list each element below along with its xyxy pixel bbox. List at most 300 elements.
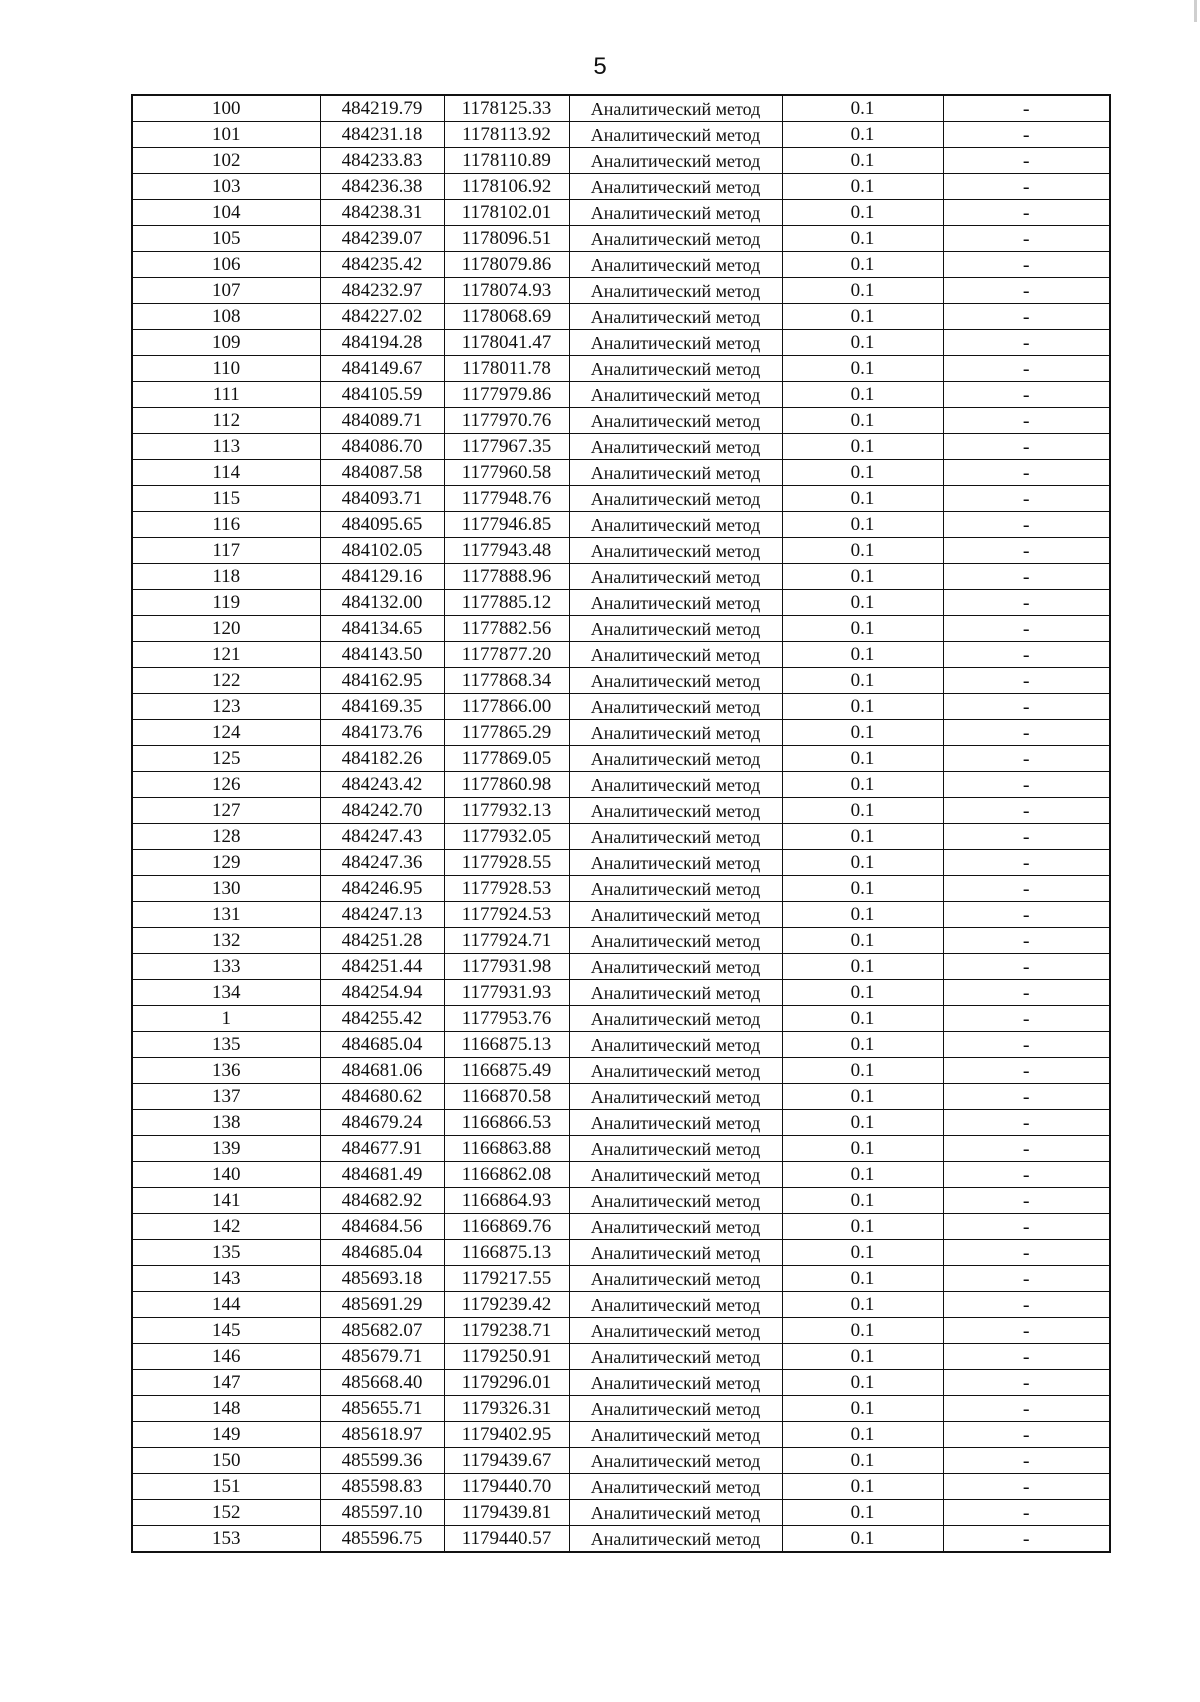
precision-cell: 0.1: [782, 174, 943, 200]
note-cell: -: [943, 1032, 1110, 1058]
x-coordinate-cell: 485693.18: [320, 1266, 444, 1292]
point-number-cell: 119: [132, 590, 320, 616]
precision-cell: 0.1: [782, 642, 943, 668]
precision-cell: 0.1: [782, 122, 943, 148]
method-cell: Аналитический метод: [569, 330, 782, 356]
method-cell: Аналитический метод: [569, 772, 782, 798]
point-number-cell: 122: [132, 668, 320, 694]
x-coordinate-cell: 484247.13: [320, 902, 444, 928]
point-number-cell: 109: [132, 330, 320, 356]
table-row: [132, 1032, 1110, 1058]
method-cell: Аналитический метод: [569, 278, 782, 304]
x-coordinate-cell: 484246.95: [320, 876, 444, 902]
table-row: [132, 408, 1110, 434]
note-cell: -: [943, 824, 1110, 850]
point-number-cell: 145: [132, 1318, 320, 1344]
table-row: [132, 486, 1110, 512]
table-row: [132, 720, 1110, 746]
x-coordinate-cell: 484685.04: [320, 1240, 444, 1266]
precision-cell: 0.1: [782, 1292, 943, 1318]
y-coordinate-cell: 1177885.12: [444, 590, 569, 616]
precision-cell: 0.1: [782, 1500, 943, 1526]
x-coordinate-cell: 484231.18: [320, 122, 444, 148]
table-row: [132, 252, 1110, 278]
method-cell: Аналитический метод: [569, 668, 782, 694]
precision-cell: 0.1: [782, 226, 943, 252]
x-coordinate-cell: 484182.26: [320, 746, 444, 772]
precision-cell: 0.1: [782, 1006, 943, 1032]
y-coordinate-cell: 1179440.57: [444, 1526, 569, 1553]
note-cell: -: [943, 642, 1110, 668]
point-number-cell: 123: [132, 694, 320, 720]
method-cell: Аналитический метод: [569, 1396, 782, 1422]
method-cell: Аналитический метод: [569, 590, 782, 616]
point-number-cell: 140: [132, 1162, 320, 1188]
point-number-cell: 143: [132, 1266, 320, 1292]
note-cell: -: [943, 1474, 1110, 1500]
point-number-cell: 107: [132, 278, 320, 304]
note-cell: -: [943, 252, 1110, 278]
table-row: [132, 746, 1110, 772]
x-coordinate-cell: 484173.76: [320, 720, 444, 746]
table-row: [132, 226, 1110, 252]
y-coordinate-cell: 1177948.76: [444, 486, 569, 512]
table-row: [132, 148, 1110, 174]
method-cell: Аналитический метод: [569, 1162, 782, 1188]
point-number-cell: 126: [132, 772, 320, 798]
y-coordinate-cell: 1178011.78: [444, 356, 569, 382]
note-cell: -: [943, 1344, 1110, 1370]
precision-cell: 0.1: [782, 1032, 943, 1058]
method-cell: Аналитический метод: [569, 226, 782, 252]
note-cell: -: [943, 148, 1110, 174]
y-coordinate-cell: 1166862.08: [444, 1162, 569, 1188]
y-coordinate-cell: 1177877.20: [444, 642, 569, 668]
table-row: [132, 954, 1110, 980]
table-row: [132, 824, 1110, 850]
method-cell: Аналитический метод: [569, 1292, 782, 1318]
precision-cell: 0.1: [782, 668, 943, 694]
method-cell: Аналитический метод: [569, 616, 782, 642]
note-cell: -: [943, 434, 1110, 460]
table-row: [132, 590, 1110, 616]
point-number-cell: 132: [132, 928, 320, 954]
point-number-cell: 114: [132, 460, 320, 486]
precision-cell: 0.1: [782, 512, 943, 538]
note-cell: -: [943, 1084, 1110, 1110]
x-coordinate-cell: 484169.35: [320, 694, 444, 720]
x-coordinate-cell: 484681.06: [320, 1058, 444, 1084]
table-row: [132, 330, 1110, 356]
y-coordinate-cell: 1178041.47: [444, 330, 569, 356]
method-cell: Аналитический метод: [569, 486, 782, 512]
scan-edge-mark: [1194, 0, 1197, 22]
precision-cell: 0.1: [782, 1110, 943, 1136]
y-coordinate-cell: 1179440.70: [444, 1474, 569, 1500]
y-coordinate-cell: 1177943.48: [444, 538, 569, 564]
point-number-cell: 144: [132, 1292, 320, 1318]
note-cell: -: [943, 356, 1110, 382]
y-coordinate-cell: 1177932.13: [444, 798, 569, 824]
x-coordinate-cell: 484143.50: [320, 642, 444, 668]
method-cell: Аналитический метод: [569, 1032, 782, 1058]
y-coordinate-cell: 1177946.85: [444, 512, 569, 538]
y-coordinate-cell: 1177888.96: [444, 564, 569, 590]
point-number-cell: 100: [132, 95, 320, 122]
precision-cell: 0.1: [782, 1188, 943, 1214]
table-row: [132, 95, 1110, 122]
point-number-cell: 106: [132, 252, 320, 278]
x-coordinate-cell: 484681.49: [320, 1162, 444, 1188]
note-cell: -: [943, 538, 1110, 564]
x-coordinate-cell: 484102.05: [320, 538, 444, 564]
point-number-cell: 153: [132, 1526, 320, 1553]
precision-cell: 0.1: [782, 382, 943, 408]
point-number-cell: 150: [132, 1448, 320, 1474]
y-coordinate-cell: 1166875.49: [444, 1058, 569, 1084]
y-coordinate-cell: 1177931.93: [444, 980, 569, 1006]
point-number-cell: 103: [132, 174, 320, 200]
table-row: [132, 564, 1110, 590]
y-coordinate-cell: 1177960.58: [444, 460, 569, 486]
note-cell: -: [943, 1136, 1110, 1162]
point-number-cell: 112: [132, 408, 320, 434]
table-row: [132, 1344, 1110, 1370]
table-row: [132, 798, 1110, 824]
y-coordinate-cell: 1177970.76: [444, 408, 569, 434]
point-number-cell: 130: [132, 876, 320, 902]
point-number-cell: 127: [132, 798, 320, 824]
y-coordinate-cell: 1166875.13: [444, 1032, 569, 1058]
precision-cell: 0.1: [782, 1266, 943, 1292]
y-coordinate-cell: 1179239.42: [444, 1292, 569, 1318]
y-coordinate-cell: 1179439.67: [444, 1448, 569, 1474]
precision-cell: 0.1: [782, 824, 943, 850]
point-number-cell: 135: [132, 1240, 320, 1266]
method-cell: Аналитический метод: [569, 408, 782, 434]
note-cell: -: [943, 980, 1110, 1006]
note-cell: -: [943, 850, 1110, 876]
table-row: [132, 902, 1110, 928]
x-coordinate-cell: 485597.10: [320, 1500, 444, 1526]
x-coordinate-cell: 484134.65: [320, 616, 444, 642]
precision-cell: 0.1: [782, 1136, 943, 1162]
point-number-cell: 142: [132, 1214, 320, 1240]
precision-cell: 0.1: [782, 902, 943, 928]
note-cell: -: [943, 1162, 1110, 1188]
table-row: [132, 304, 1110, 330]
y-coordinate-cell: 1177924.71: [444, 928, 569, 954]
table-row: [132, 278, 1110, 304]
x-coordinate-cell: 484247.36: [320, 850, 444, 876]
x-coordinate-cell: 484239.07: [320, 226, 444, 252]
y-coordinate-cell: 1166870.58: [444, 1084, 569, 1110]
precision-cell: 0.1: [782, 772, 943, 798]
table-row: [132, 876, 1110, 902]
note-cell: -: [943, 304, 1110, 330]
method-cell: Аналитический метод: [569, 1240, 782, 1266]
precision-cell: 0.1: [782, 980, 943, 1006]
precision-cell: 0.1: [782, 252, 943, 278]
table-row: [132, 1006, 1110, 1032]
precision-cell: 0.1: [782, 746, 943, 772]
y-coordinate-cell: 1177979.86: [444, 382, 569, 408]
x-coordinate-cell: 484684.56: [320, 1214, 444, 1240]
note-cell: -: [943, 408, 1110, 434]
y-coordinate-cell: 1179326.31: [444, 1396, 569, 1422]
point-number-cell: 117: [132, 538, 320, 564]
method-cell: Аналитический метод: [569, 850, 782, 876]
method-cell: Аналитический метод: [569, 460, 782, 486]
method-cell: Аналитический метод: [569, 1006, 782, 1032]
point-number-cell: 128: [132, 824, 320, 850]
y-coordinate-cell: 1179296.01: [444, 1370, 569, 1396]
precision-cell: 0.1: [782, 876, 943, 902]
precision-cell: 0.1: [782, 694, 943, 720]
note-cell: -: [943, 928, 1110, 954]
table-row: [132, 1266, 1110, 1292]
method-cell: Аналитический метод: [569, 434, 782, 460]
precision-cell: 0.1: [782, 850, 943, 876]
method-cell: Аналитический метод: [569, 122, 782, 148]
method-cell: Аналитический метод: [569, 382, 782, 408]
table-row: [132, 1214, 1110, 1240]
note-cell: -: [943, 876, 1110, 902]
precision-cell: 0.1: [782, 434, 943, 460]
x-coordinate-cell: 485618.97: [320, 1422, 444, 1448]
method-cell: Аналитический метод: [569, 1110, 782, 1136]
x-coordinate-cell: 484685.04: [320, 1032, 444, 1058]
y-coordinate-cell: 1179439.81: [444, 1500, 569, 1526]
y-coordinate-cell: 1179250.91: [444, 1344, 569, 1370]
y-coordinate-cell: 1177953.76: [444, 1006, 569, 1032]
table-row: [132, 928, 1110, 954]
point-number-cell: 102: [132, 148, 320, 174]
x-coordinate-cell: 485599.36: [320, 1448, 444, 1474]
method-cell: Аналитический метод: [569, 876, 782, 902]
point-number-cell: 139: [132, 1136, 320, 1162]
precision-cell: 0.1: [782, 304, 943, 330]
note-cell: -: [943, 486, 1110, 512]
note-cell: -: [943, 1500, 1110, 1526]
note-cell: -: [943, 1058, 1110, 1084]
note-cell: -: [943, 772, 1110, 798]
table-row: [132, 850, 1110, 876]
precision-cell: 0.1: [782, 1396, 943, 1422]
note-cell: -: [943, 954, 1110, 980]
note-cell: -: [943, 1110, 1110, 1136]
y-coordinate-cell: 1178106.92: [444, 174, 569, 200]
table-row: [132, 1500, 1110, 1526]
y-coordinate-cell: 1177928.53: [444, 876, 569, 902]
note-cell: -: [943, 512, 1110, 538]
method-cell: Аналитический метод: [569, 746, 782, 772]
method-cell: Аналитический метод: [569, 720, 782, 746]
point-number-cell: 101: [132, 122, 320, 148]
point-number-cell: 105: [132, 226, 320, 252]
point-number-cell: 125: [132, 746, 320, 772]
precision-cell: 0.1: [782, 1448, 943, 1474]
precision-cell: 0.1: [782, 1318, 943, 1344]
precision-cell: 0.1: [782, 928, 943, 954]
precision-cell: 0.1: [782, 1084, 943, 1110]
table-row: [132, 1370, 1110, 1396]
point-number-cell: 137: [132, 1084, 320, 1110]
point-number-cell: 134: [132, 980, 320, 1006]
x-coordinate-cell: 484679.24: [320, 1110, 444, 1136]
x-coordinate-cell: 484255.42: [320, 1006, 444, 1032]
table-row: [132, 1162, 1110, 1188]
x-coordinate-cell: 484149.67: [320, 356, 444, 382]
note-cell: -: [943, 1214, 1110, 1240]
x-coordinate-cell: 484677.91: [320, 1136, 444, 1162]
y-coordinate-cell: 1177931.98: [444, 954, 569, 980]
note-cell: -: [943, 1448, 1110, 1474]
table-row: [132, 356, 1110, 382]
note-cell: -: [943, 616, 1110, 642]
precision-cell: 0.1: [782, 1370, 943, 1396]
x-coordinate-cell: 484236.38: [320, 174, 444, 200]
x-coordinate-cell: 484247.43: [320, 824, 444, 850]
point-number-cell: 147: [132, 1370, 320, 1396]
point-number-cell: 152: [132, 1500, 320, 1526]
method-cell: Аналитический метод: [569, 902, 782, 928]
note-cell: -: [943, 1266, 1110, 1292]
y-coordinate-cell: 1179238.71: [444, 1318, 569, 1344]
y-coordinate-cell: 1177860.98: [444, 772, 569, 798]
y-coordinate-cell: 1178096.51: [444, 226, 569, 252]
precision-cell: 0.1: [782, 538, 943, 564]
table-row: [132, 122, 1110, 148]
x-coordinate-cell: 484235.42: [320, 252, 444, 278]
y-coordinate-cell: 1178074.93: [444, 278, 569, 304]
precision-cell: 0.1: [782, 278, 943, 304]
method-cell: Аналитический метод: [569, 954, 782, 980]
precision-cell: 0.1: [782, 1058, 943, 1084]
note-cell: -: [943, 720, 1110, 746]
y-coordinate-cell: 1166875.13: [444, 1240, 569, 1266]
y-coordinate-cell: 1177967.35: [444, 434, 569, 460]
table-row: [132, 1448, 1110, 1474]
x-coordinate-cell: 484254.94: [320, 980, 444, 1006]
precision-cell: 0.1: [782, 954, 943, 980]
table-row: [132, 980, 1110, 1006]
precision-cell: 0.1: [782, 1422, 943, 1448]
precision-cell: 0.1: [782, 616, 943, 642]
point-number-cell: 104: [132, 200, 320, 226]
point-number-cell: 135: [132, 1032, 320, 1058]
x-coordinate-cell: 484194.28: [320, 330, 444, 356]
method-cell: Аналитический метод: [569, 1136, 782, 1162]
y-coordinate-cell: 1166866.53: [444, 1110, 569, 1136]
x-coordinate-cell: 484095.65: [320, 512, 444, 538]
method-cell: Аналитический метод: [569, 1500, 782, 1526]
table-row: [132, 200, 1110, 226]
method-cell: Аналитический метод: [569, 1526, 782, 1553]
y-coordinate-cell: 1178102.01: [444, 200, 569, 226]
x-coordinate-cell: 485679.71: [320, 1344, 444, 1370]
method-cell: Аналитический метод: [569, 95, 782, 122]
table-row: [132, 1188, 1110, 1214]
method-cell: Аналитический метод: [569, 1344, 782, 1370]
method-cell: Аналитический метод: [569, 980, 782, 1006]
note-cell: -: [943, 694, 1110, 720]
note-cell: -: [943, 122, 1110, 148]
note-cell: -: [943, 902, 1110, 928]
y-coordinate-cell: 1177865.29: [444, 720, 569, 746]
note-cell: -: [943, 226, 1110, 252]
table-row: [132, 1240, 1110, 1266]
precision-cell: 0.1: [782, 720, 943, 746]
x-coordinate-cell: 484086.70: [320, 434, 444, 460]
table-row: [132, 460, 1110, 486]
note-cell: -: [943, 1240, 1110, 1266]
x-coordinate-cell: 484162.95: [320, 668, 444, 694]
note-cell: -: [943, 200, 1110, 226]
precision-cell: 0.1: [782, 564, 943, 590]
table-row: [132, 1136, 1110, 1162]
point-number-cell: 116: [132, 512, 320, 538]
x-coordinate-cell: 485655.71: [320, 1396, 444, 1422]
precision-cell: 0.1: [782, 1344, 943, 1370]
table-row: [132, 512, 1110, 538]
point-number-cell: 138: [132, 1110, 320, 1136]
x-coordinate-cell: 484243.42: [320, 772, 444, 798]
table-row: [132, 772, 1110, 798]
y-coordinate-cell: 1177932.05: [444, 824, 569, 850]
table-row: [132, 1396, 1110, 1422]
method-cell: Аналитический метод: [569, 148, 782, 174]
note-cell: -: [943, 382, 1110, 408]
method-cell: Аналитический метод: [569, 1084, 782, 1110]
x-coordinate-cell: 484132.00: [320, 590, 444, 616]
table-row: [132, 1422, 1110, 1448]
y-coordinate-cell: 1179402.95: [444, 1422, 569, 1448]
note-cell: -: [943, 798, 1110, 824]
table-row: [132, 1474, 1110, 1500]
precision-cell: 0.1: [782, 460, 943, 486]
point-number-cell: 108: [132, 304, 320, 330]
x-coordinate-cell: 485691.29: [320, 1292, 444, 1318]
point-number-cell: 133: [132, 954, 320, 980]
x-coordinate-cell: 485668.40: [320, 1370, 444, 1396]
point-number-cell: 124: [132, 720, 320, 746]
x-coordinate-cell: 484219.79: [320, 95, 444, 122]
table-row: [132, 174, 1110, 200]
y-coordinate-cell: 1166863.88: [444, 1136, 569, 1162]
note-cell: -: [943, 278, 1110, 304]
x-coordinate-cell: 484682.92: [320, 1188, 444, 1214]
precision-cell: 0.1: [782, 95, 943, 122]
method-cell: Аналитический метод: [569, 694, 782, 720]
note-cell: -: [943, 1422, 1110, 1448]
y-coordinate-cell: 1179217.55: [444, 1266, 569, 1292]
precision-cell: 0.1: [782, 1162, 943, 1188]
y-coordinate-cell: 1178068.69: [444, 304, 569, 330]
coordinates-table-body: [132, 95, 1110, 1552]
table-row: [132, 538, 1110, 564]
point-number-cell: 129: [132, 850, 320, 876]
table-row: [132, 668, 1110, 694]
method-cell: Аналитический метод: [569, 564, 782, 590]
precision-cell: 0.1: [782, 1214, 943, 1240]
x-coordinate-cell: 485682.07: [320, 1318, 444, 1344]
note-cell: -: [943, 668, 1110, 694]
note-cell: -: [943, 746, 1110, 772]
method-cell: Аналитический метод: [569, 1214, 782, 1240]
y-coordinate-cell: 1178125.33: [444, 95, 569, 122]
point-number-cell: 146: [132, 1344, 320, 1370]
